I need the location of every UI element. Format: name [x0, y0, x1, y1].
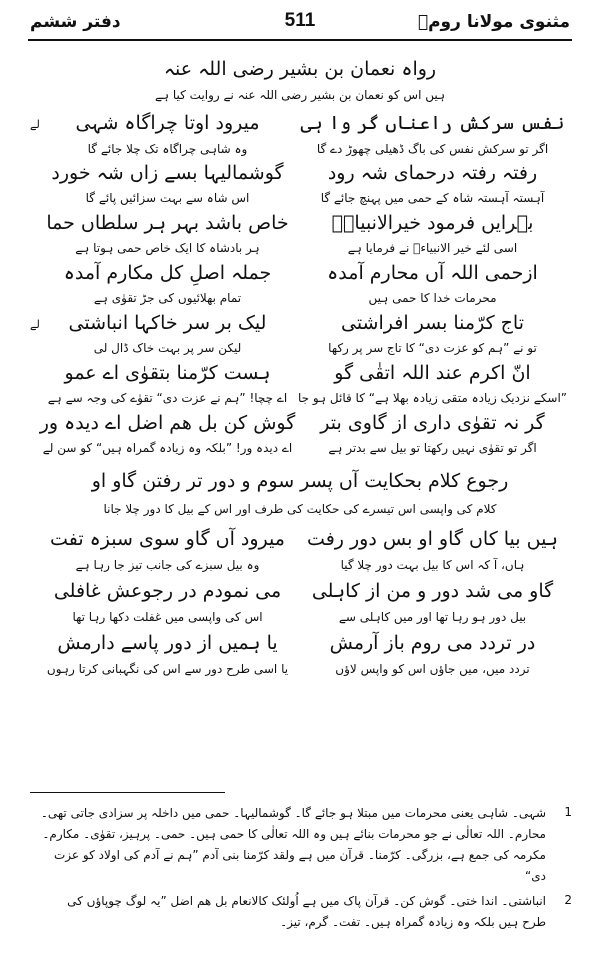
translation-second: ہر بادشاہ کا ایک خاص حمی ہوتا ہے — [75, 241, 260, 255]
section-heading: رجوع کلام بحکایت آں پسر سوم و دور تر رفتن گاو او — [91, 470, 509, 492]
translation-second: وہ بیل سبزے کی جانب تیز جا رہا ہے — [75, 558, 260, 572]
translation-second: یا اسی طرح دور سے اس کی نگہبانی کرتا رہوں — [46, 662, 289, 676]
couplet — [30, 580, 570, 605]
couplet-translation — [30, 191, 570, 209]
misra-first: رفتہ رفتہ درحمای شہ رود — [327, 162, 538, 184]
couplet — [30, 528, 570, 553]
couplet-translation — [30, 391, 570, 409]
misra-second: خاص باشد بہر ہر سلطاں حما — [46, 212, 289, 234]
misra-first: ازحمی اللہ آں محارم آمدہ — [327, 262, 538, 284]
misra-first: گر نہ تقوٰی داری از گاوی بتر — [320, 412, 545, 434]
couplet-translation — [30, 610, 570, 628]
misra-second: یا ہمیں از دور پاسے دارمش — [57, 632, 278, 654]
translation-second: تمام بھلائیوں کی جڑ تقوٰی ہے — [93, 291, 242, 305]
footnote: شہی۔ شاہی یعنی محرمات میں مبتلا ہو جائے گا۔ گوشمالیہا۔ حمی میں داخلہ پر سزادی جاتی تھی۔ محارم۔ اللہ تعالٰی نے جو محرمات بنائے ہیں وہ اللہ تعالٰی کا حمی ہیں۔ حمی۔ پرہیز، تقوٰی۔ مکارم۔ مکرمہ کی جمع ہے، بزرگی۔ کرّمنا۔ قرآن میں ہے ولقد کرّمنا بنی آدم ”ہم نے آدم کی اولاد کو عزت دی“ — [40, 806, 546, 883]
couplet-translation — [30, 441, 570, 459]
translation-first: ”اسکے نزدیک زیادہ متقی زیادہ بھلا ہے“ کا قائل ہو جا — [297, 391, 568, 405]
misra-second: میرود آں گاو سوی سبزہ تفت — [50, 528, 285, 550]
misra-first: نفس سرکش راعناں گر وا ہی — [300, 112, 565, 134]
section-heading-translation: کلام کی واپسی اس تیسرے کی حکایت کی طرف اور اس کے بیل کا دور چلا جانا — [103, 502, 497, 516]
footnote-divider — [30, 792, 225, 793]
translation-second: لیکن سر پر بہت خاک ڈال لی — [93, 341, 242, 355]
header-divider — [28, 39, 572, 41]
misra-second: می نمودم در رجوعش غافلی — [53, 580, 282, 602]
couplet — [30, 412, 570, 437]
misra-second: ہست کرّمنا بتقوٰی اے عمو — [64, 362, 271, 384]
couplet-translation — [30, 241, 570, 259]
translation-first: اگر تو تقوٰی نہیں رکھتا تو بیل سے بدتر ہے — [328, 441, 537, 455]
couplet — [30, 112, 570, 137]
translation-second: اس شاہ سے بہت سزائیں پائے گا — [85, 191, 250, 205]
page-number: 511 — [284, 10, 316, 31]
couplet — [30, 212, 570, 237]
hadith-narration: رواہ نعمان بن بشیر رضی اللہ عنہ — [163, 58, 437, 80]
footnote-number: 1 — [564, 805, 572, 819]
misra-first: انّ اکرم عند اللہ اتقٰی گو — [334, 362, 531, 384]
couplet-translation — [30, 341, 570, 359]
translation-first: اگر تو سرکش نفس کی باگ ڈھیلی چھوڑ دے گا — [316, 142, 549, 156]
couplet — [30, 632, 570, 657]
translation-first: اسی لئے خیر الانبیاءؐ نے فرمایا ہے — [347, 241, 518, 255]
translation-second: اے دیدہ ور! ”بلکہ وہ زیادہ گمراہ ہیں“ کو سن لے — [42, 441, 293, 455]
couplet — [30, 262, 570, 287]
volume-label: دفتر ششم — [30, 12, 121, 32]
footnote-marker: لے — [30, 318, 40, 331]
translation-first: ہاں، آ کہ اس کا بیل بہت دور چلا گیا — [340, 558, 525, 572]
couplet-translation — [30, 291, 570, 309]
translation-first: آہستہ آہستہ شاہ کے حمی میں پہنچ جائے گا — [320, 191, 545, 205]
misra-first: تاج کرّمنا بسر افراشتی — [340, 312, 525, 334]
footnote-marker: لے — [30, 118, 40, 131]
book-title: مثنوی مولانا رومؒ — [417, 12, 570, 32]
misra-second: میرود اوتا چراگاہ شہی — [75, 112, 260, 134]
translation-second: وہ شاہی چراگاہ تک چلا جائے گا — [87, 142, 248, 156]
couplet — [30, 362, 570, 387]
footnote: انباشتی۔ اندا ختی۔ گوش کن۔ قرآن پاک میں ہے اُولئک کالانعام بل ھم اضل ”یہ لوگ چوپاؤں کی طرح ہیں بلکہ وہ زیادہ گمراہ ہیں۔ تفت۔ گرم، تیز۔ — [67, 894, 546, 929]
couplet-translation — [30, 662, 570, 680]
translation-first: محرمات خدا کا حمی ہیں — [368, 291, 497, 305]
misra-second: جملہ اصلِ کل مکارم آمدہ — [63, 262, 272, 284]
misra-first: در تردد می روم باز آرمش — [329, 632, 536, 654]
translation-second: اے چچا! ”ہم نے عزت دی“ تقوٰے کی وجہ سے ہے — [47, 391, 288, 405]
page-header — [0, 10, 600, 40]
misra-second: گوش کن بل ھم اضل اے دیدہ ور — [39, 412, 296, 434]
translation-first: بیل دور ہو رہا تھا اور میں کاہلی سے — [338, 610, 527, 624]
misra-first: ہیں بیا کاں گاو او بس دور رفت — [307, 528, 558, 550]
couplet-translation — [30, 142, 570, 160]
misra-second: لیک بر سر خاکہا انباشتی — [68, 312, 267, 334]
translation-first: تو نے ”ہم کو عزت دی“ کا تاج سر پر رکھا — [328, 341, 537, 355]
translation-first: تردد میں، میں جاؤں اس کو واپس لاؤں — [335, 662, 530, 676]
couplet-translation — [30, 558, 570, 576]
translation-second: اس کی واپسی میں غفلت دکھا رہا تھا — [72, 610, 263, 624]
misra-second: گوشمالیہا بسے زاں شہ خورد — [51, 162, 284, 184]
couplet — [30, 162, 570, 187]
misra-first: گاو می شد دور و من از کاہلی — [311, 580, 554, 602]
couplet — [30, 312, 570, 337]
misra-first: بہرایں فرمود خیرالانبیاءؐ — [331, 212, 534, 234]
footnote-number: 2 — [564, 893, 572, 907]
hadith-translation: ہیں اس کو نعمان بن بشیر رضی اللہ عنہ نے روایت کیا ہے — [154, 88, 445, 102]
